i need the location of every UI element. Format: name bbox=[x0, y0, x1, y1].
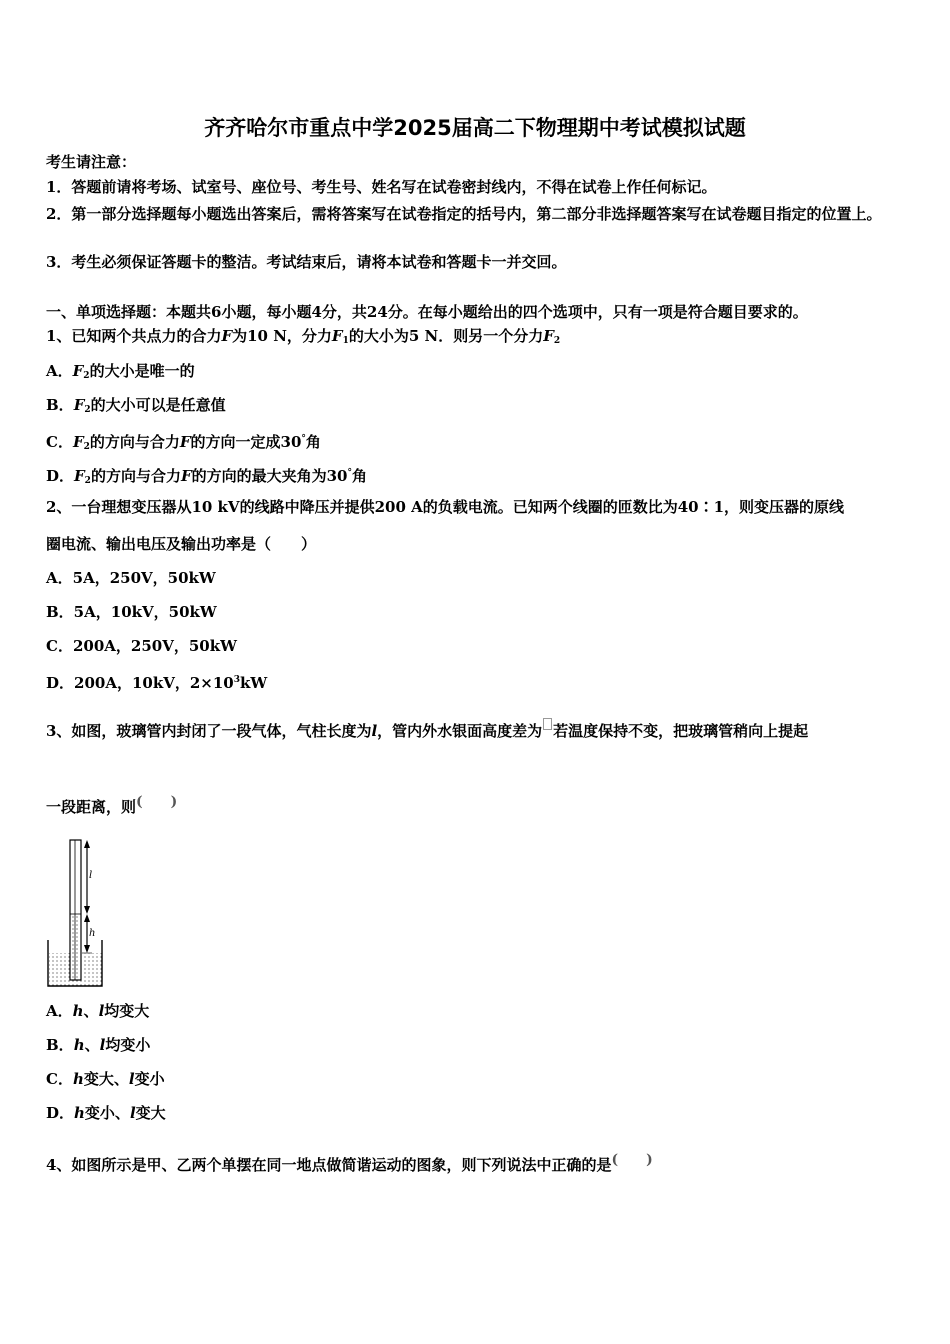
question-2-stem-line-1: 2、一台理想变压器从10 kV的线路中降压并提供200 A的负载电流。已知两个线圈的匝数比为40∶1，则变压器的原线 bbox=[46, 498, 845, 516]
h-arrow-head-bottom bbox=[84, 945, 90, 953]
missing-symbol-box bbox=[543, 718, 552, 730]
l-arrow-head-top bbox=[84, 840, 90, 848]
question-3-option-b: B．h、l均变小 bbox=[46, 1036, 151, 1054]
question-1-stem: 1、已知两个共点力的合力F为10 N，分力$F_1$的大小为5 N．则另一个分力$F_2$ bbox=[46, 327, 561, 346]
notice-heading: 考生请注意： bbox=[46, 153, 137, 171]
question-2-stem-line-2: 圈电流、输出电压及输出功率是（ ） bbox=[46, 535, 317, 553]
figure-label-l: l bbox=[89, 870, 93, 881]
question-4-stem: 4、如图所示是甲、乙两个单摆在同一地点做简谐运动的图象，则下列说法中正确的是( ) bbox=[46, 1152, 653, 1174]
notice-item-1: 1．答题前请将考场、试室号、座位号、考生号、姓名写在试卷密封线内，不得在试卷上作任何标记。 bbox=[46, 178, 717, 196]
glass-tube-figure bbox=[44, 836, 108, 992]
notice-item-3: 3．考生必须保证答题卡的整洁。考试结束后，请将本试卷和答题卡一并交回。 bbox=[46, 253, 567, 271]
question-2-option-b: B．5A，10kV，50kW bbox=[46, 603, 217, 621]
question-2-option-d: D．200A，10kV，$2\times 10^3kW$ bbox=[46, 674, 268, 692]
question-3-stem-line-2: 一段距离，则( ) bbox=[46, 794, 178, 816]
question-3-option-a: A．h、l均变大 bbox=[46, 1002, 150, 1020]
question-3-stem-line-1: 3、如图，玻璃管内封闭了一段气体，气柱长度为l，管内外水银面高度差为 若温度保持不变，把玻璃管稍向上提起 bbox=[46, 718, 808, 741]
section-heading: 一、单项选择题：本题共6小题，每小题4分，共24分。在每小题给出的四个选项中，只有一项是符合题目要求的。 bbox=[46, 303, 808, 321]
h-arrow-head-top bbox=[84, 914, 90, 922]
question-2-option-a: A．5A，250V，50kW bbox=[46, 569, 216, 587]
answer-parentheses: ( ) bbox=[136, 794, 178, 810]
figure-label-h: h bbox=[89, 928, 96, 939]
answer-parentheses: ( ) bbox=[611, 1152, 653, 1168]
question-2-option-c: C．200A，250V，50kW bbox=[46, 637, 237, 655]
question-3-option-d: D．h变小、l变大 bbox=[46, 1104, 166, 1122]
notice-item-2: 2．第一部分选择题每小题选出答案后，需将答案写在试卷指定的括号内，第二部分非选择题答案写在试卷题目指定的位置上。 bbox=[46, 205, 882, 223]
question-1-option-b: B．$F_2$的大小可以是任意值 bbox=[46, 396, 226, 415]
question-1-option-a: A．$F_2$的大小是唯一的 bbox=[46, 362, 195, 381]
question-3-option-c: C．h变大、l变小 bbox=[46, 1070, 165, 1088]
exam-title: 齐齐哈尔市重点中学2025届高二下物理期中考试模拟试题 bbox=[204, 116, 746, 140]
l-arrow-head-bottom bbox=[84, 906, 90, 914]
question-1-option-d: D．$F_2$的方向与合力F的方向的最大夹角为30°角 bbox=[46, 467, 367, 486]
mercury-in-tube bbox=[71, 914, 80, 980]
question-1-option-c: C．$F_2$的方向与合力F的方向一定成30°角 bbox=[46, 433, 321, 452]
